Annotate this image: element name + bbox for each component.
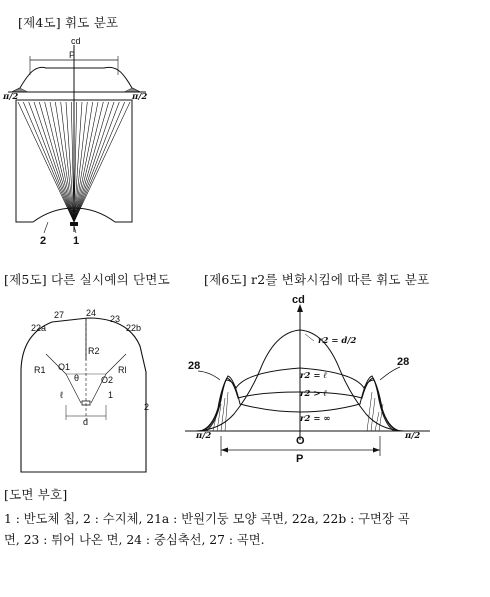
fig5-r2: R2 <box>88 346 100 356</box>
fig4-cd-label: cd <box>71 36 81 46</box>
fig5-rl: Rl <box>118 365 127 375</box>
fig4-ray <box>55 102 74 222</box>
fig5-theta: θ <box>74 373 80 383</box>
legend-text <box>4 509 486 551</box>
fig4-ray <box>74 102 130 222</box>
fig5-two: 2 <box>144 402 150 412</box>
fig4-chip <box>70 222 78 226</box>
fig4-ray <box>23 102 74 222</box>
fig4-ray <box>74 102 93 222</box>
fig6-label-r2-gt-l: r2 > ℓ <box>300 389 328 399</box>
legend-line-2: 면, 23 : 튀어 나온 면, 24 : 중심축선, 27 : 곡면. <box>4 533 265 547</box>
fig6-label-r2-d2: r2 = d/2 <box>318 336 357 346</box>
fig4-label-2: 2 <box>40 235 47 247</box>
fig6-left-angle: π/2 <box>196 431 212 441</box>
fig5-d: d <box>83 417 89 427</box>
fig4-right-angle: π/2 <box>132 92 148 102</box>
fig4-ray <box>45 102 74 222</box>
fig6-right-angle: π/2 <box>405 431 421 441</box>
fig6-28-right: 28 <box>397 356 410 368</box>
fig5-r1: R1 <box>34 365 46 375</box>
fig6-label-r2-inf: r2 = ∞ <box>300 414 331 424</box>
fig6-diagram <box>170 292 445 472</box>
fig4-caption: [제4도] 휘도 분포 <box>18 15 119 30</box>
fig5-diagram <box>0 305 160 475</box>
fig6-p-label: P <box>296 453 304 465</box>
fig6-label-r2-l: r2 = ℓ <box>300 371 328 381</box>
fig5-27: 27 <box>54 310 65 320</box>
fig4-p-label: P <box>69 50 76 60</box>
fig4-left-angle: π/2 <box>3 92 19 102</box>
fig5-ell: ℓ <box>60 390 63 400</box>
fig5-one: 1 <box>108 390 114 400</box>
fig5-22a: 22a <box>31 323 47 333</box>
legend-line-1: 1 : 반도체 칩, 2 : 수지체, 21a : 반원기둥 모양 곡면, 22a, 22b : 구면장 곡 <box>4 512 410 526</box>
fig4-ray <box>74 102 109 222</box>
fig5-24: 24 <box>86 308 97 318</box>
fig4-diagram <box>0 32 160 247</box>
fig4-ray <box>39 102 74 222</box>
fig6-cd-label: cd <box>292 294 305 306</box>
fig4-ray <box>50 102 74 222</box>
fig4-label-1: 1 <box>73 235 80 247</box>
fig5-o1: O1 <box>58 362 71 372</box>
fig4-ray <box>18 102 74 222</box>
fig5-o2: O2 <box>101 375 114 385</box>
fig4-ray <box>74 102 125 222</box>
fig4-ray <box>74 102 114 222</box>
fig4-ray <box>74 102 98 222</box>
fig6-origin: O <box>296 435 305 447</box>
fig6-caption: [제6도] r2를 변화시킴에 따른 휘도 분포 <box>204 272 430 287</box>
fig5-caption: [제5도] 다른 실시예의 단면도 <box>4 272 170 287</box>
fig4-ray <box>34 102 74 222</box>
fig4-ray <box>74 102 103 222</box>
legend-title: [도면 부호] <box>4 487 68 502</box>
fig6-28-left: 28 <box>188 360 201 372</box>
fig5-23: 23 <box>110 314 121 324</box>
fig5-22b: 22b <box>126 323 142 333</box>
